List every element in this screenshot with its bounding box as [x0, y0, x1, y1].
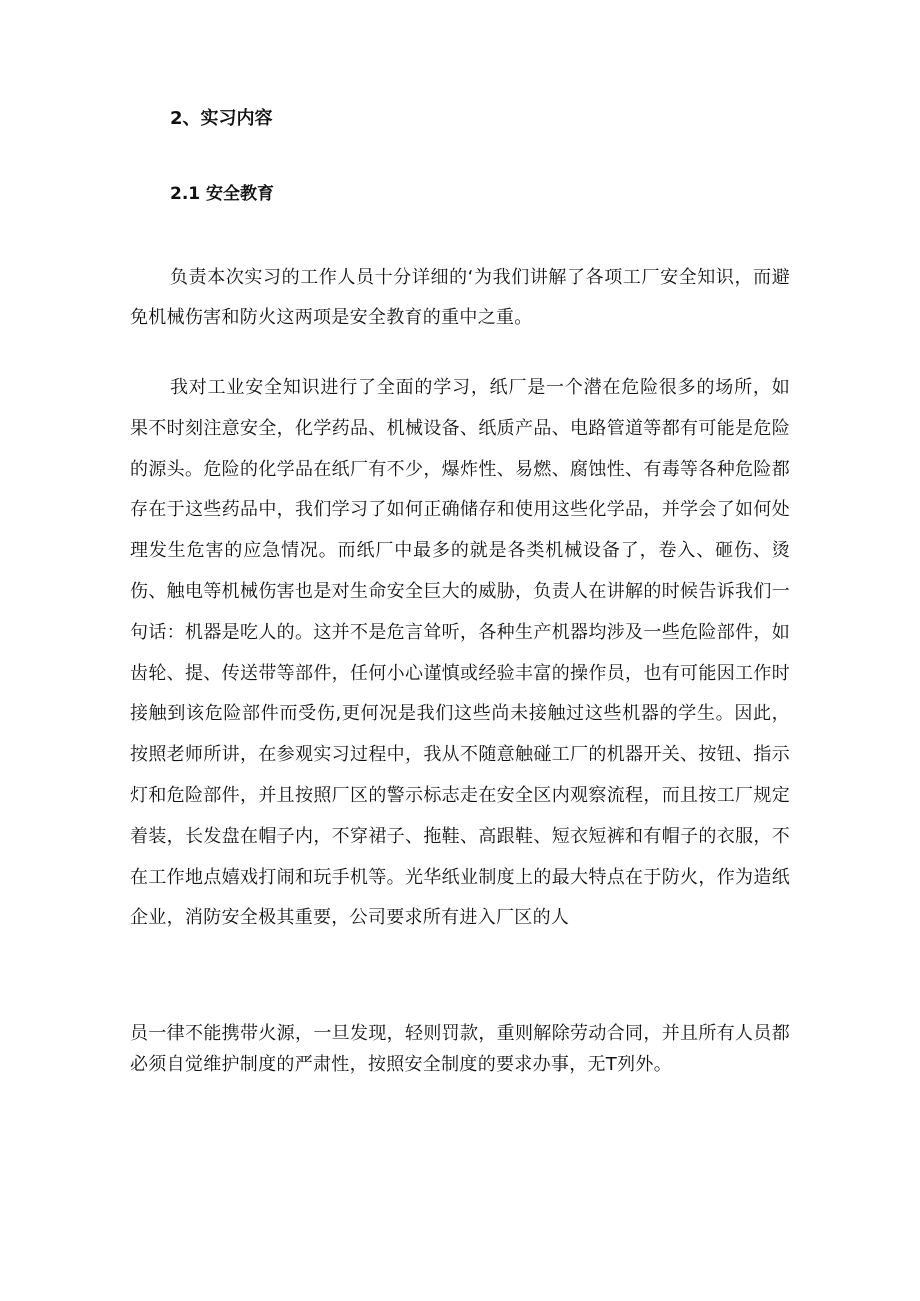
section-heading: 2、实习内容 — [170, 108, 273, 129]
paragraph-safety-details: 我对工业安全知识进行了全面的学习，纸厂是一个潜在危险很多的场所，如果不时刻注意安全，化学药品、机械设备、纸质产品、电路管道等都有可能是危险的源头。危险的化学品在纸厂有不少，爆炸性、易燃、腐蚀性、有毒等各种危险都存在于这些药品中，我们学习了如何正确储存和使用这些化学品，并学会了如何处理发生危害的应急情况。而纸厂中最多的就是各类机械设备了，卷入、砸伤、烫伤、触电等机械伤害也是对生命安全巨大的威胁，负责人在讲解的时候告诉我们一句话：机器是吃人的。这并不是危言耸听，各种生产机器均涉及一些危险部件，如齿轮、提、传送带等部件，任何小心谨慎或经验丰富的操作员，也有可能因工作时接触到该危险部件而受伤,更何况是我们这些尚未接触过这些机器的学生。因此，按照老师所讲，在参观实习过程中，我从不随意触碰工厂的机器开关、按钮、指示灯和危险部件，并且按照厂区的警示标志走在安全区内观察流程，而且按工厂规定着装，长发盘在帽子内，不穿裙子、拖鞋、高跟鞋、短衣短裤和有帽子的衣服，不在工作地点嬉戏打闹和玩手机等。光华纸业制度上的最大特点在于防火，作为造纸企业，消防安全极其重要，公司要求所有进入厂区的人 — [130, 377, 790, 929]
subsection-heading: 2.1 安全教育 — [170, 184, 275, 204]
paragraph-intro: 负责本次实习的工作人员十分详细的‘为我们讲解了各项工厂安全知识，而避免机械伤害和防火这两项是安全教育的重中之重。 — [130, 267, 790, 328]
paragraph-continuation: 员一律不能携带火源，一旦发现，轻则罚款，重则解除劳动合同，并且所有人员都必须自觉维护制度的严肃性，按照安全制度的要求办事，无T列外。 — [130, 1023, 790, 1075]
